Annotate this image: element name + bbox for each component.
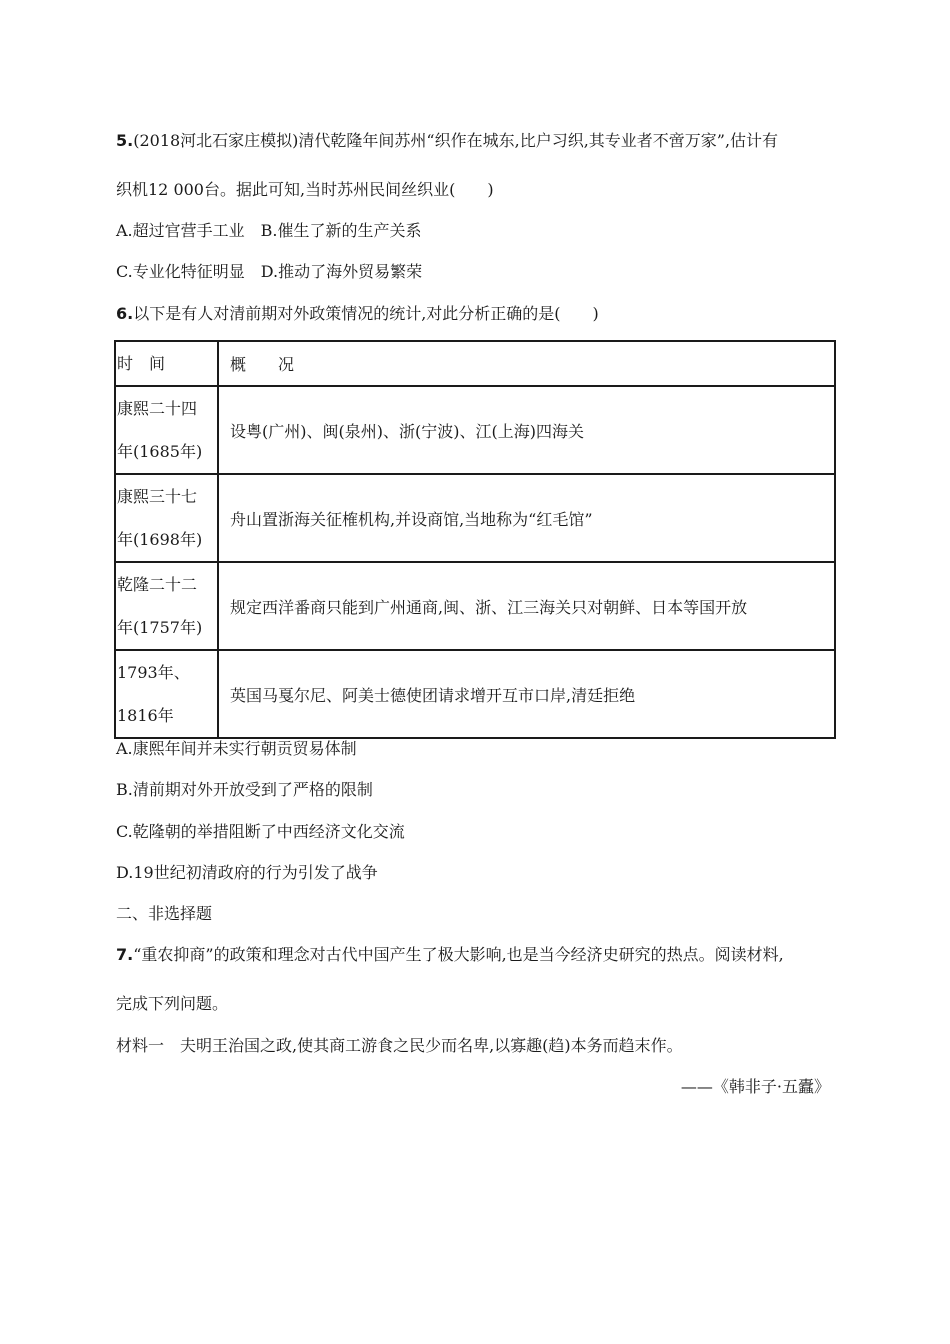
header-time: 时 间 [115, 341, 218, 386]
row-time-line2: 年(1757年) [117, 618, 203, 637]
q6-number: 6. [116, 304, 134, 323]
row-summary: 舟山置浙海关征榷机构,并设商馆,当地称为“红毛馆” [218, 474, 835, 562]
row-time [115, 386, 218, 474]
row-time [115, 562, 218, 650]
row-summary: 英国马戛尔尼、阿美士德使团请求增开互市口岸,清廷拒绝 [218, 650, 835, 738]
row-time-line2: 年(1698年) [117, 530, 203, 549]
q6-option-d: D.19世纪初清政府的行为引发了战争 [116, 863, 378, 882]
table-header-row [115, 341, 835, 386]
table-row [115, 386, 835, 474]
q6-stem-line [116, 304, 599, 324]
row-time-line1: 康熙二十四 [117, 399, 198, 418]
q7-stem-part2: 完成下列问题。 [116, 994, 229, 1013]
q6-option-a: A.康熙年间并未实行朝贡贸易体制 [116, 739, 357, 758]
table-row [115, 474, 835, 562]
q7-material1: 材料一 夫明王治国之政,使其商工游食之民少而名卑,以寡趣(趋)本务而趋末作。 [116, 1036, 683, 1055]
policy-table [114, 340, 836, 739]
q5-stem-part1: (2018河北石家庄模拟)清代乾隆年间苏州“织作在城东,比户习织,其专业者不啻万家”,估计有 [133, 131, 779, 150]
q5-stem-part2: 织机12 000台。据此可知,当时苏州民间丝织业( ) [116, 180, 494, 199]
q6-option-c: C.乾隆朝的举措阻断了中西经济文化交流 [116, 822, 405, 841]
row-time [115, 650, 218, 738]
q6-option-b: B.清前期对外开放受到了严格的限制 [116, 780, 373, 799]
table-row [115, 650, 835, 738]
row-time [115, 474, 218, 562]
q5-option-ab: A.超过官营手工业 B.催生了新的生产关系 [116, 221, 422, 240]
row-summary: 规定西洋番商只能到广州通商,闽、浙、江三海关只对朝鲜、日本等国开放 [218, 562, 835, 650]
row-time-line1: 乾隆二十二 [117, 575, 198, 594]
table-row [115, 562, 835, 650]
q6-stem: 以下是有人对清前期对外政策情况的统计,对此分析正确的是( ) [133, 304, 599, 323]
row-time-line1: 1793年、 [117, 663, 190, 682]
row-time-line2: 1816年 [117, 706, 174, 725]
row-time-line1: 康熙三十七 [117, 487, 198, 506]
q7-line1 [116, 945, 784, 965]
q5-line1 [116, 131, 778, 151]
q7-source1: ——《韩非子·五蠹》 [680, 1077, 830, 1096]
q7-number: 7. [116, 945, 134, 964]
q5-number: 5. [116, 131, 134, 150]
q5-option-cd: C.专业化特征明显 D.推动了海外贸易繁荣 [116, 262, 423, 281]
section-heading: 二、非选择题 [116, 904, 213, 923]
q7-stem-part1: “重农抑商”的政策和理念对古代中国产生了极大影响,也是当今经济史研究的热点。阅读材料, [133, 945, 784, 964]
row-time-line2: 年(1685年) [117, 442, 203, 461]
row-summary: 设粤(广州)、闽(泉州)、浙(宁波)、江(上海)四海关 [218, 386, 835, 474]
header-summary: 概 况 [218, 341, 835, 386]
